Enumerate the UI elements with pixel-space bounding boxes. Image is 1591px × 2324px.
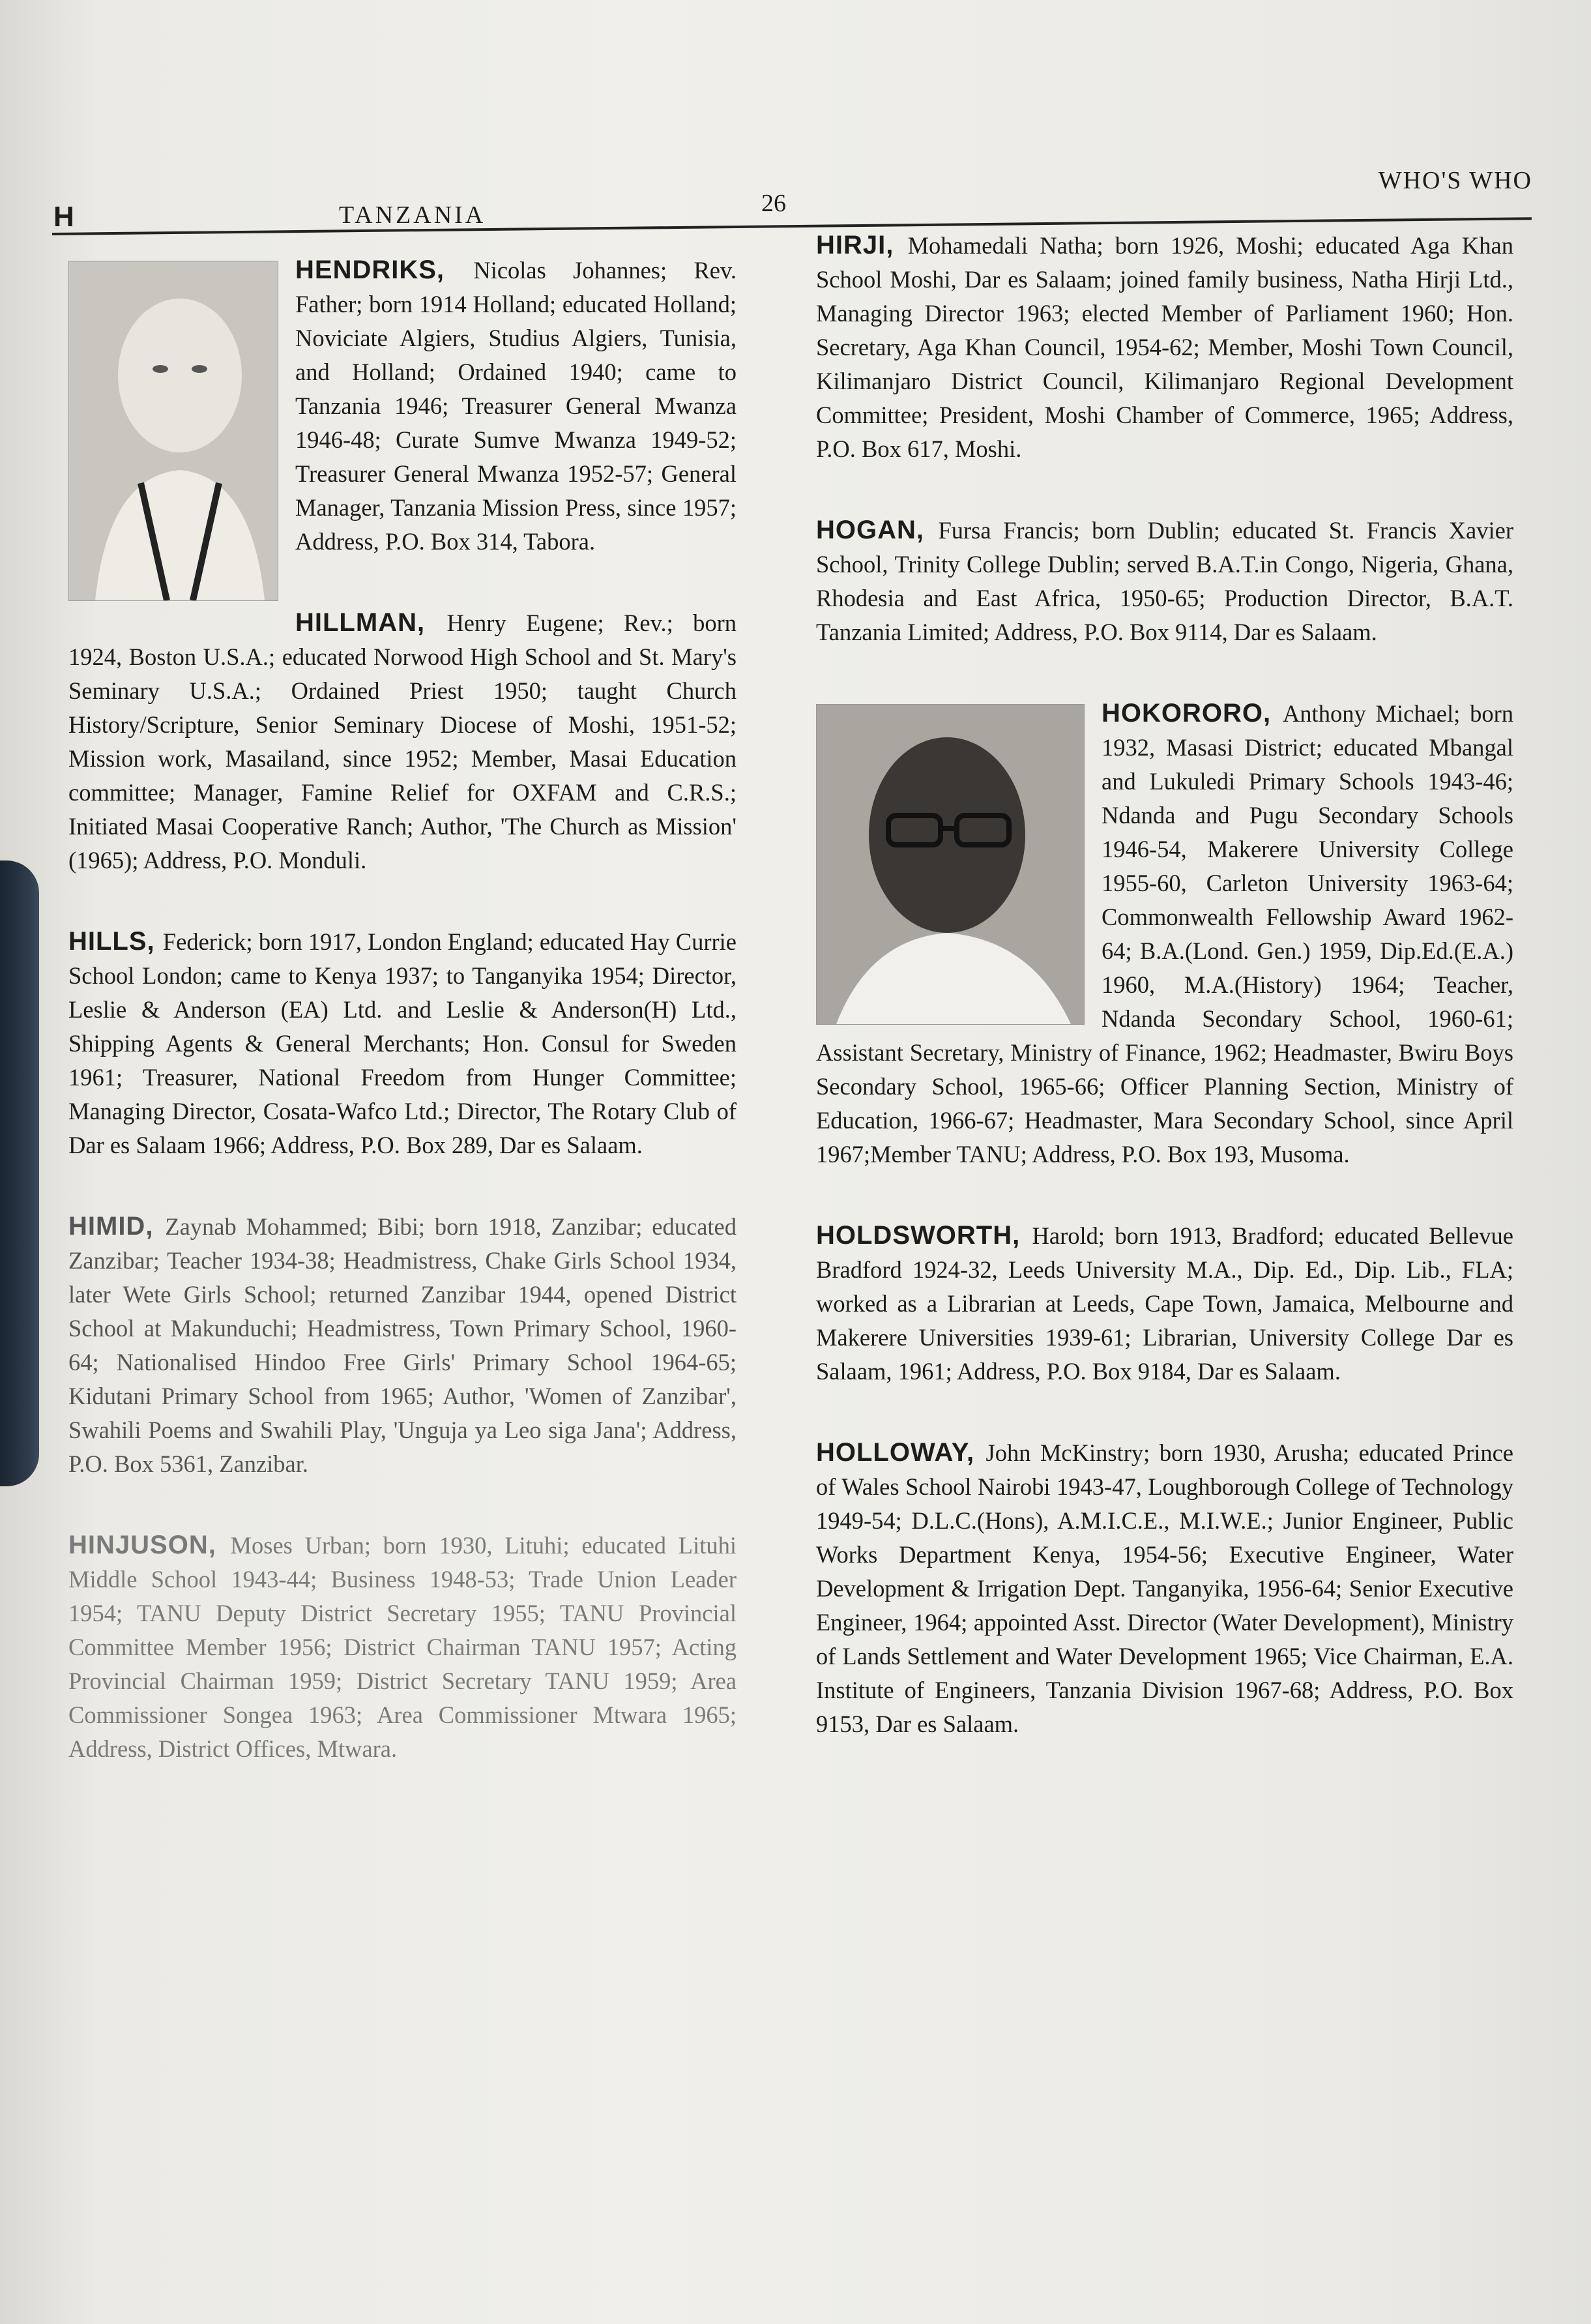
entry-text: Nicolas Johannes; Rev. Father; born 1914 Holland; educated Holland; Noviciate Algiers, Studius Algiers, Tunisia, and Holland; Ordained 1940; came to Tanzania 1946; Treasurer General Mwanza 1946-48; Curate Sumve Mwanza 1949-52; Treasurer General Mwanza 1952-57; General Manager, Tanzania Mission Press, since 1957; Address, P.O. Box 314, Tabora. bbox=[295, 257, 737, 555]
entry-text: Mohamedali Natha; born 1926, Moshi; educated Aga Khan School Moshi, Dar es Salaam; joined family business, Natha Hirji Ltd., Managing Director 1963; elected Member of Parliament 1960; Hon. Secretary, Aga Khan Council, 1954-62; Member, Moshi Town Council, Kilimanjaro District Council, Kilimanjaro Regional Development Committee; President, Moshi Chamber of Commerce, 1965; Address, P.O. Box 617, Moshi. bbox=[816, 232, 1513, 462]
entry-text: John McKinstry; born 1930, Arusha; educated Prince of Wales School Nairobi 1943-47, Loughborough College of Technology 1949-54; D.L.C.(Hons), A.M.I.C.E., M.I.W.E.; Junior Engineer, Public Works Department Kenya, 1954-56; Executive Engineer, Water Development & Irrigation Dept. Tanganyika, 1956-64; Senior Executive Engineer, 1964; appointed Asst. Director (Water Development), Ministry of Lands Settlement and Water Development 1965; Vice Chairman, E.A. Institute of Engineers, Tanzania Division 1967-68; Address, P.O. Box 9153, Dar es Salaam. bbox=[816, 1439, 1514, 1737]
entry-hills bbox=[68, 924, 737, 1162]
entry-name: HILLS, bbox=[68, 927, 163, 956]
person-portrait-icon bbox=[817, 705, 1084, 1024]
left-column bbox=[68, 253, 737, 1813]
entry-name: HOGAN, bbox=[816, 516, 939, 544]
section-letter: H bbox=[53, 201, 74, 233]
entry-name: HIMID, bbox=[68, 1212, 166, 1241]
entry-name: HOLDSWORTH, bbox=[816, 1221, 1032, 1250]
right-column bbox=[816, 228, 1513, 1788]
entry-text: Henry Eugene; Rev.; born 1924, Boston U.S.A.; educated Norwood High School and St. Mary's Seminary U.S.A.; Ordained Priest 1950; taught Church History/Scripture, Senior Seminary Diocese of Moshi, 1951-52; Mission work, Masailand, since 1952; Member, Masai Education committee; Manager, Famine Relief for OXFAM and C.R.S.; Initiated Masai Cooperative Ranch; Author, 'The Church as Mission' (1965); Address, P.O. Monduli. bbox=[68, 610, 737, 874]
portrait-photo bbox=[816, 704, 1085, 1025]
binder-clip bbox=[0, 860, 39, 1486]
entry-holloway bbox=[816, 1435, 1513, 1741]
entry-name: HOLLOWAY, bbox=[816, 1438, 986, 1467]
entry-name: HENDRIKS, bbox=[295, 256, 474, 284]
entry-text: Federick; born 1917, London England; educated Hay Currie School London; came to Kenya 1937; to Tanganyika 1954; Director, Leslie & Anderson (EA) Ltd. and Leslie & Anderson(H) Ltd., Shipping Agents & General Merchants; Hon. Consul for Sweden 1961; Treasurer, National Freedom from Hunger Committee; Managing Director, Cosata-Wafco Ltd.; Director, The Rotary Club of Dar es Salaam 1966; Address, P.O. Box 289, Dar es Salaam. bbox=[68, 928, 737, 1158]
entry-hillman bbox=[68, 606, 737, 877]
entry-name: HINJUSON, bbox=[68, 1531, 231, 1559]
entry-himid bbox=[68, 1209, 737, 1481]
entry-hokororo bbox=[816, 696, 1513, 1171]
entry-hirji bbox=[816, 228, 1513, 466]
entry-name: HOKORORO, bbox=[1102, 699, 1283, 728]
entry-text: Moses Urban; born 1930, Lituhi; educated Lituhi Middle School 1943-44; Business 1948-53; Trade Union Leader 1954; TANU Deputy District Secretary 1955; TANU Provincial Committee Member 1956; District Chairman TANU 1957; Acting Provincial Chairman 1959; District Secretary TANU 1959; Area Commissioner Songea 1963; Area Commissioner Mtwara 1965; Address, District Offices, Mtwara. bbox=[68, 1532, 737, 1762]
entry-name: HILLMAN, bbox=[295, 608, 447, 637]
page-number: 26 bbox=[761, 190, 786, 217]
running-title: WHO'S WHO bbox=[1378, 167, 1532, 194]
entry-hendriks bbox=[68, 253, 737, 559]
entry-text: Fursa Francis; born Dublin; educated St. Francis Xavier School, Trinity College Dublin; served B.A.T.in Congo, Nigeria, Ghana, Rhodesia and East Africa, 1950-65; Production Director, B.A.T. Tanzania Limited; Address, P.O. Box 9114, Dar es Salaam. bbox=[816, 517, 1513, 645]
entry-text: Anthony Michael; born 1932, Masasi District; educated Mbangal and Lukuledi Primary Schools 1943-46; Ndanda and Pugu Secondary Schools 1946-54, Makerere University College 1955-60, Carleton University 1963-64; Commonwealth Fellowship Award 1962-64; B.A.(Lond. Gen.) 1959, Dip.Ed.(E.A.) 1960, M.A.(History) 1964; Teacher, Ndanda Secondary School, 1960-61; Assistant Secretary, Ministry of Finance, 1962; Headmaster, Bwiru Boys Secondary School, 1965-66; Officer Planning Section, Ministry of Education, 1966-67; Headmaster, Mara Secondary School, since April 1967;Member TANU; Address, P.O. Box 193, Musoma. bbox=[816, 700, 1513, 1168]
entry-holdsworth bbox=[816, 1218, 1513, 1389]
country-heading: TANZANIA bbox=[339, 201, 486, 229]
person-portrait-icon bbox=[69, 261, 278, 600]
entry-hogan bbox=[816, 513, 1513, 649]
entry-hinjuson bbox=[68, 1528, 737, 1766]
entry-name: HIRJI, bbox=[816, 231, 908, 259]
entry-text: Zaynab Mohammed; Bibi; born 1918, Zanzibar; educated Zanzibar; Teacher 1934-38; Headmistress, Chake Girls School 1934, later Wete Girls School; returned Zanzibar 1944, opened District School at Makunduchi; Headmistress, Town Primary School, 1960-64; Nationalised Hindoo Free Girls' Primary School 1964-65; Kidutani Primary School from 1965; Author, 'Women of Zanzibar', Swahili Poems and Swahili Play, 'Unguja ya Leo siga Jana'; Address, P.O. Box 5361, Zanzibar. bbox=[68, 1213, 737, 1477]
portrait-photo bbox=[68, 261, 278, 601]
entry-text: Harold; born 1913, Bradford; educated Bellevue Bradford 1924-32, Leeds University M.A., Dip. Ed., Dip. Lib., FLA; worked as a Librarian at Leeds, Cape Town, Jamaica, Melbourne and Makerere Universities 1939-61; Librarian, University College Dar es Salaam, 1961; Address, P.O. Box 9184, Dar es Salaam. bbox=[816, 1222, 1513, 1385]
